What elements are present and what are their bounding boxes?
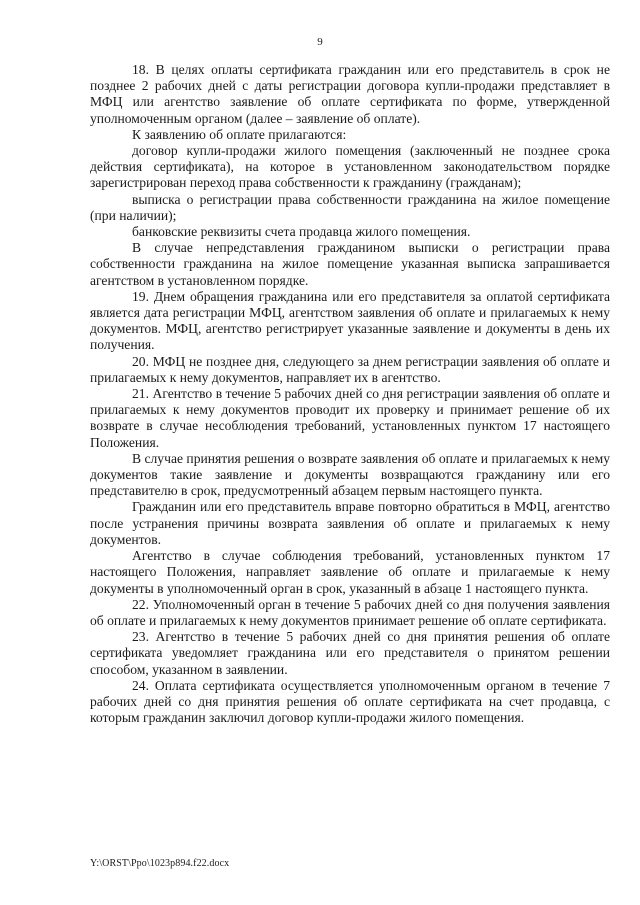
paragraph-extract-request: В случае непредставления гражданином выписки о регистрации права собственности гражданина на жилое помещение указанная выписка запрашивается агентством в установленном порядке.	[90, 240, 610, 288]
paragraph-18: 18. В целях оплаты сертификата гражданин или его представитель в срок не позднее 2 рабочих дней с даты регистрации договора купли-продажи представляет в МФЦ или агентство заявление об оплате сертификата по форме, утвержденной уполномоченным органом (далее – заявление об оплате).	[90, 62, 610, 126]
paragraph-21: 21. Агентство в течение 5 рабочих дней со дня регистрации заявления об оплате и прилагаемых к нему документов проводит их проверку и принимает решение об их возврате в случае несоблюдения требований, установленных пунктом 17 настоящего Положения.	[90, 386, 610, 450]
paragraph-attachment-bank-details: банковские реквизиты счета продавца жилого помещения.	[132, 224, 471, 240]
document-body	[90, 62, 610, 726]
paragraph-23: 23. Агентство в течение 5 рабочих дней со дня принятия решения об оплате сертификата уведомляет гражданина или его представителя о принятом решении способом, указанном в заявлении.	[90, 629, 610, 677]
paragraph-21-forward: Агентство в случае соблюдения требований, установленных пунктом 17 настоящего Положения, направляет заявление об оплате и прилагаемые к нему документы в уполномоченный орган в срок, указанный в абзаце 1 настоящего пункта.	[90, 548, 610, 596]
paragraph-24: 24. Оплата сертификата осуществляется уполномоченным органом в течение 7 рабочих дней со дня принятия решения об оплате сертификата на счет продавца, с которым гражданин заключил договор купли-продажи жилого помещения.	[90, 677, 610, 726]
paragraph-20: 20. МФЦ не позднее дня, следующего за днем регистрации заявления об оплате и прилагаемых к нему документов, направляет их в агентство.	[90, 353, 610, 385]
footer-file-path: Y:\ORST\Ppo\1023p894.f22.docx	[90, 858, 230, 869]
paragraph-19: 19. Днем обращения гражданина или его представителя за оплатой сертификата является дата регистрации МФЦ, агентством заявления об оплате и прилагаемых к нему документов. МФЦ, агентство регистрирует указанные заявление и документы в день их получения.	[90, 288, 610, 353]
paragraph-attachment-contract: договор купли-продажи жилого помещения (заключенный не позднее срока действия сертификата), на которое в установленном законодательством порядке зарегистрирован переход права собственности к гражданину (гражданам);	[90, 143, 610, 191]
paragraph-21-reapply: Гражданин или его представитель вправе повторно обратиться в МФЦ, агентство после устранения причины возврата заявления об оплате и прилагаемых к нему документов.	[90, 499, 610, 547]
page-number: 9	[317, 36, 323, 48]
paragraph-22: 22. Уполномоченный орган в течение 5 рабочих дней со дня получения заявления об оплате и прилагаемых к нему документов принимает решение об оплате сертификата.	[90, 596, 610, 628]
paragraph-21-return: В случае принятия решения о возврате заявления об оплате и прилагаемых к нему документов такие заявление и документы возвращаются гражданину или его представителю в срок, предусмотренный абзацем первым настоящего пункта.	[90, 450, 610, 499]
paragraph-attachments-intro: К заявлению об оплате прилагаются:	[132, 126, 347, 142]
paragraph-attachment-extract: выписка о регистрации права собственности гражданина на жилое помещение (при наличии);	[90, 191, 610, 223]
